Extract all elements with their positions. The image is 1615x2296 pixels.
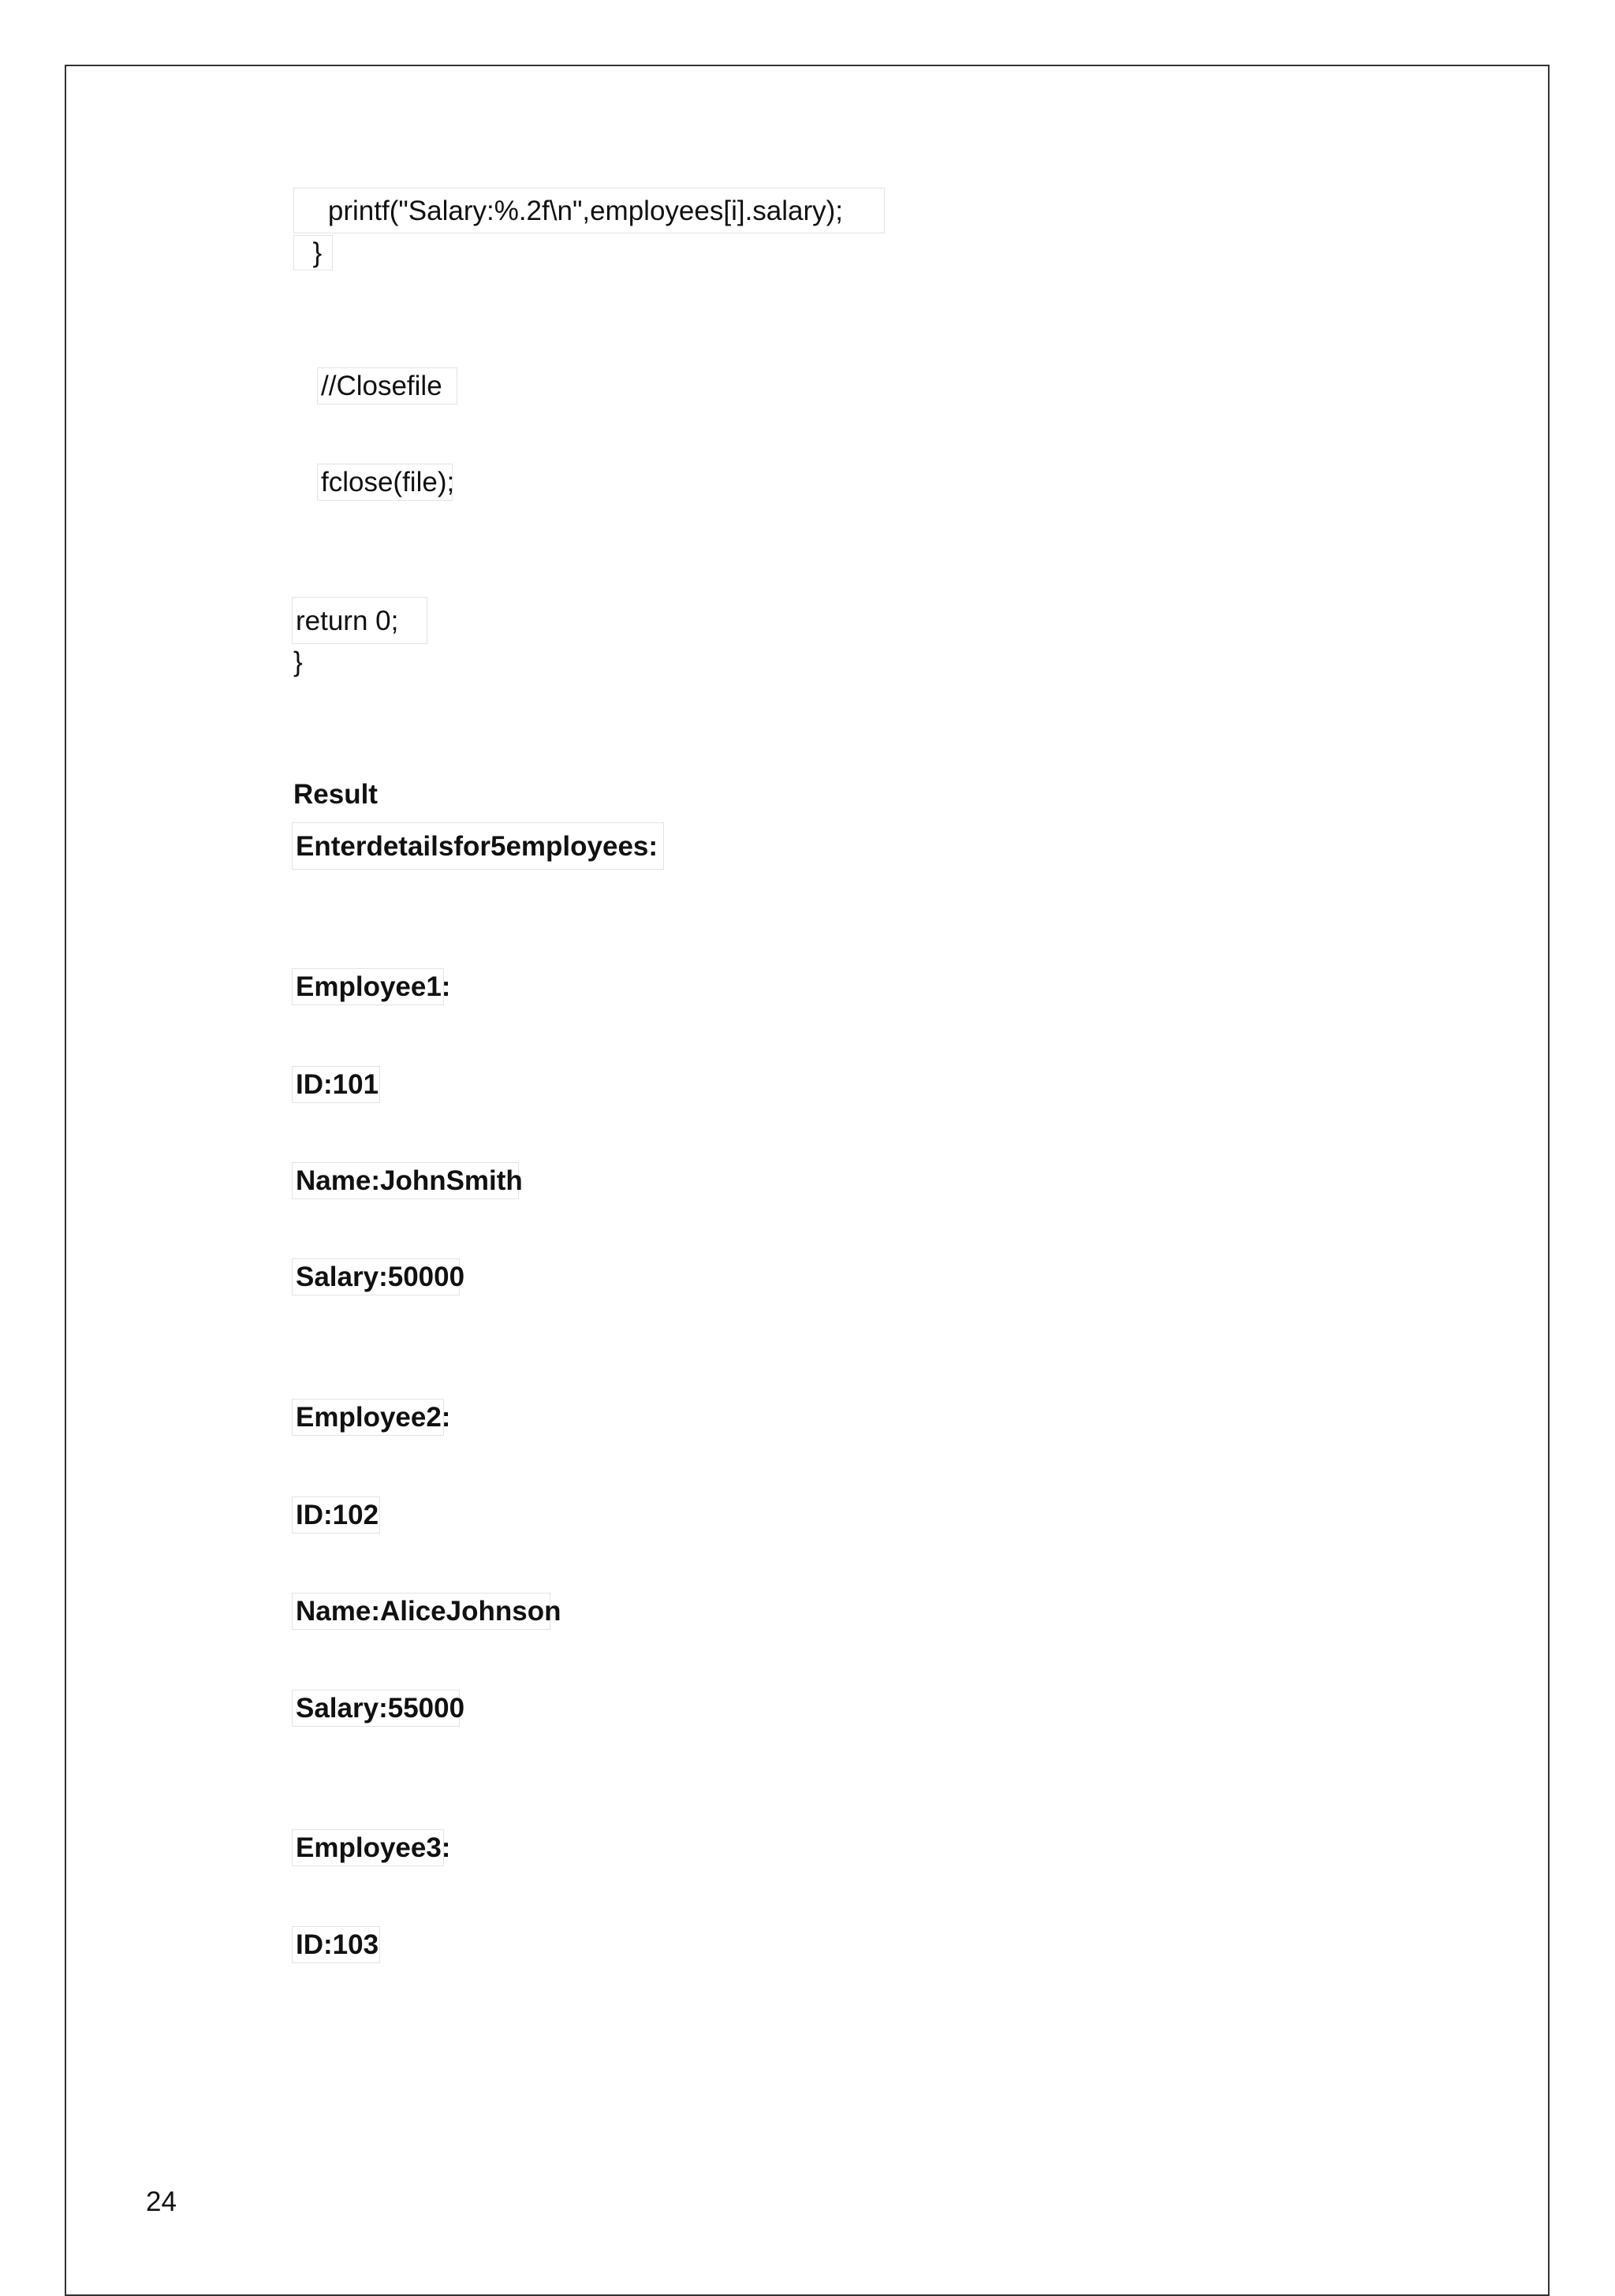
employee-3-id: ID:103 <box>292 1926 380 1963</box>
employee-1-name: Name:JohnSmith <box>292 1162 519 1199</box>
page-frame <box>65 65 1550 2296</box>
employee-2-name: Name:AliceJohnson <box>292 1593 550 1630</box>
code-line-return: return 0; <box>292 597 427 644</box>
employee-1-id: ID:101 <box>292 1066 380 1103</box>
employee-2-label: Employee2: <box>292 1399 444 1436</box>
employee-2-salary: Salary:55000 <box>292 1690 460 1727</box>
code-line-close-file-comment: //Closefile <box>317 367 457 404</box>
code-line-outer-close-brace: } <box>293 647 303 677</box>
code-line-inner-close-brace: } <box>293 235 333 270</box>
employee-1-salary: Salary:50000 <box>292 1258 460 1295</box>
employee-1-label: Employee1: <box>292 968 444 1005</box>
employee-2-id: ID:102 <box>292 1496 380 1534</box>
code-line-printf-salary: printf("Salary:%.2f\n",employees[i].salary); <box>293 188 885 233</box>
result-prompt: Enterdetailsfor5employees: <box>292 822 664 870</box>
code-line-fclose: fclose(file); <box>317 464 453 501</box>
page-number: 24 <box>146 2186 177 2217</box>
employee-3-label: Employee3: <box>292 1829 444 1866</box>
result-heading: Result <box>293 779 378 810</box>
